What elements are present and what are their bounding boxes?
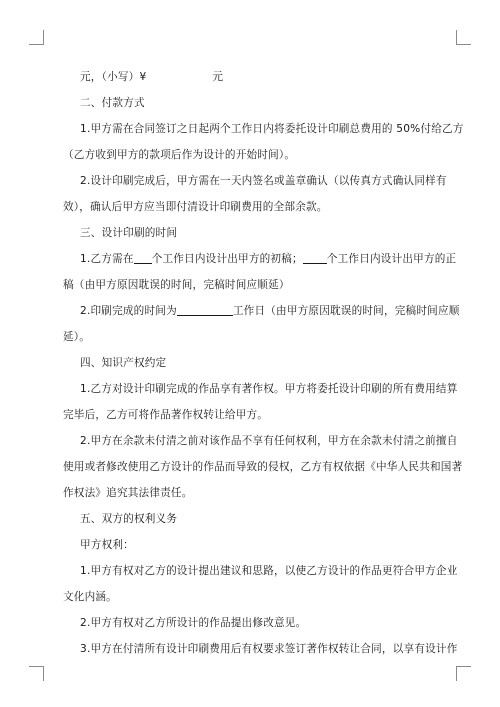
section5-p2-line1: 2.甲方有权对乙方所设计的作品提出修改意见。: [80, 617, 307, 629]
document-body: [63, 64, 464, 662]
section3-heading: 三、设计印刷的时间: [80, 227, 178, 239]
section2-heading: 二、付款方式: [80, 97, 145, 109]
section4-p1-line1: 1.乙方对设计印刷完成的作品享有著作权。甲方将委托设计印刷的所有费用结算: [80, 383, 458, 395]
blank-field: [134, 251, 152, 264]
crop-mark-bottom-left: [29, 666, 44, 681]
section3-p2-part-b: 工作日（由甲方原因耽误的时间，完稿时间应顺: [232, 305, 460, 317]
section4-heading: 四、知识产权约定: [80, 357, 167, 369]
section5-p3-line1: 3.甲方在付清所有设计印刷费用后有权要求签订著作权转让合同，以享有设计作: [80, 643, 458, 655]
amount-suffix: 元: [212, 71, 224, 83]
section5-p1-line1: 1.甲方有权对乙方的设计提出建议和思路，以使乙方设计的作品更符合甲方企业: [80, 565, 458, 577]
amount-line: [63, 64, 438, 90]
crop-mark-top-left: [29, 30, 44, 45]
section3-p1-line1: [63, 246, 457, 272]
section3-p1-part-a: 1.乙方需在: [80, 253, 134, 265]
section2-p1-line2: （乙方收到甲方的款项后作为设计的开始时间）。: [63, 149, 296, 161]
section2-p2-line1: 2.设计印刷完成后，甲方需在一天内签名或盖章确认（以传真方式确认同样有: [80, 175, 447, 187]
amount-prefix: 元，（小写）¥: [80, 71, 147, 83]
crop-mark-bottom-right: [456, 666, 471, 681]
section5-subheading: 甲方权利：: [80, 539, 134, 551]
section2-p2-line2: 效），确认后甲方应当即付清设计印刷费用的全部余款。: [63, 201, 328, 213]
section3-p2-part-a: 2.印刷完成的时间为: [80, 305, 177, 317]
section2-p1-line1: 1.甲方需在合同签订之日起两个工作日内将委托设计印刷总费用的 50%付给乙方: [80, 123, 464, 135]
section3-p2-line1: [63, 298, 460, 324]
section3-p2-line2: 延）。: [63, 331, 91, 343]
section4-p1-line2: 完毕后，乙方可将作品著作权转让给甲方。: [63, 409, 269, 421]
blank-field: [177, 303, 233, 316]
crop-mark-top-right: [456, 30, 471, 45]
section5-heading: 五、双方的权利义务: [80, 513, 178, 525]
section3-p1-part-c: 个工作日内设计出甲方的正: [326, 253, 457, 265]
section3-p1-line2: 稿（由甲方原因耽误的时间，完稿时间应顺延）: [63, 279, 290, 291]
section3-p1-part-b: 个工作日内设计出甲方的初稿；: [151, 253, 303, 265]
blank-field: [303, 251, 327, 264]
section5-p1-line2: 文化内涵。: [63, 591, 117, 603]
section4-p2-line2: 使用或者修改使用乙方设计的作品而导致的侵权，乙方有权依据《中华人民共和国著: [63, 461, 463, 473]
section4-p2-line3: 作权法》追究其法律责任。: [63, 487, 193, 499]
section4-p2-line1: 2.甲方在余款未付清之前对该作品不享有任何权利，甲方在余款未付清之前擅自: [80, 435, 458, 447]
